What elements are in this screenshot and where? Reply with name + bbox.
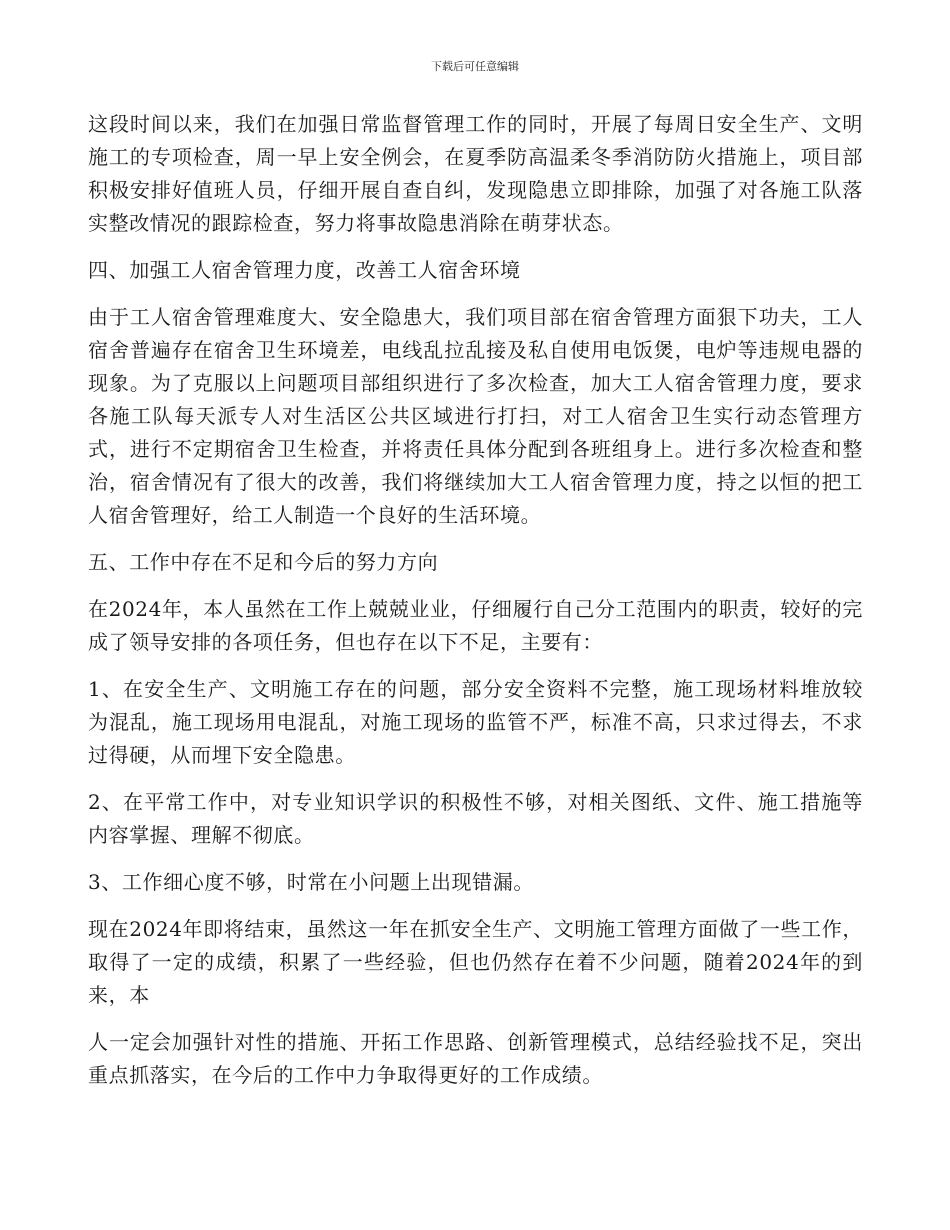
paragraph-inspection: 这段时间以来，我们在加强日常监督管理工作的同时，开展了每周日安全生产、文明施工的专项检查，周一早上安全例会，在夏季防高温柔冬季消防防火措施上，项目部积极安排好值班人员，仔细开展自查自纠，发现隐患立即排除，加强了对各施工队落实整改情况的跟踪检查，努力将事故隐患消除在萌芽状态。 bbox=[88, 112, 863, 235]
paragraph-year-end: 现在2024年即将结束，虽然这一年在抓安全生产、文明施工管理方面做了一些工作，取得了一定的成绩，积累了一些经验，但也仍然存在着不少问题，随着2024年的到来，本 bbox=[88, 917, 863, 1007]
paragraph-summary-2024: 在2024年，本人虽然在工作上兢兢业业，仔细履行自己分工范围内的职责，较好的完成了领导安排的各项任务，但也存在以下不足，主要有： bbox=[88, 597, 863, 654]
list-item-shortcoming-3: 3、工作细心度不够，时常在小问题上出现错漏。 bbox=[88, 870, 534, 894]
section-heading-shortcomings: 五、工作中存在不足和今后的努力方向 bbox=[88, 550, 439, 574]
section-heading-dormitory: 四、加强工人宿舍管理力度，改善工人宿舍环境 bbox=[88, 258, 521, 282]
document-body bbox=[88, 108, 863, 1106]
list-item-shortcoming-2: 2、在平常工作中，对专业知识学识的积极性不够，对相关图纸、文件、施工措施等内容掌握、理解不彻底。 bbox=[88, 790, 863, 847]
page-header-note: 下载后可任意编辑 bbox=[431, 60, 519, 73]
paragraph-closing: 人一定会加强针对性的措施、开拓工作思路、创新管理模式，总结经验找不足，突出重点抓落实，在今后的工作中力争取得更好的工作成绩。 bbox=[88, 1030, 863, 1087]
paragraph-dormitory: 由于工人宿舍管理难度大、安全隐患大，我们项目部在宿舍管理方面狠下功夫，工人宿舍普遍存在宿舍卫生环境差，电线乱拉乱接及私自使用电饭煲，电炉等违规电器的现象。为了克服以上问题项目部组织进行了多次检查，加大工人宿舍管理力度，要求各施工队每天派专人对生活区公共区域进行打扫，对工人宿舍卫生实行动态管理方式，进行不定期宿舍卫生检查，并将责任具体分配到各班组身上。进行多次检查和整治，宿舍情况有了很大的改善，我们将继续加大工人宿舍管理力度，持之以恒的把工人宿舍管理好，给工人制造一个良好的生活环境。 bbox=[88, 305, 863, 527]
list-item-shortcoming-1: 1、在安全生产、文明施工存在的问题，部分安全资料不完整，施工现场材料堆放较为混乱，施工现场用电混乱，对施工现场的监管不严，标准不高，只求过得去，不求过得硬，从而埋下安全隐患。 bbox=[88, 677, 863, 767]
